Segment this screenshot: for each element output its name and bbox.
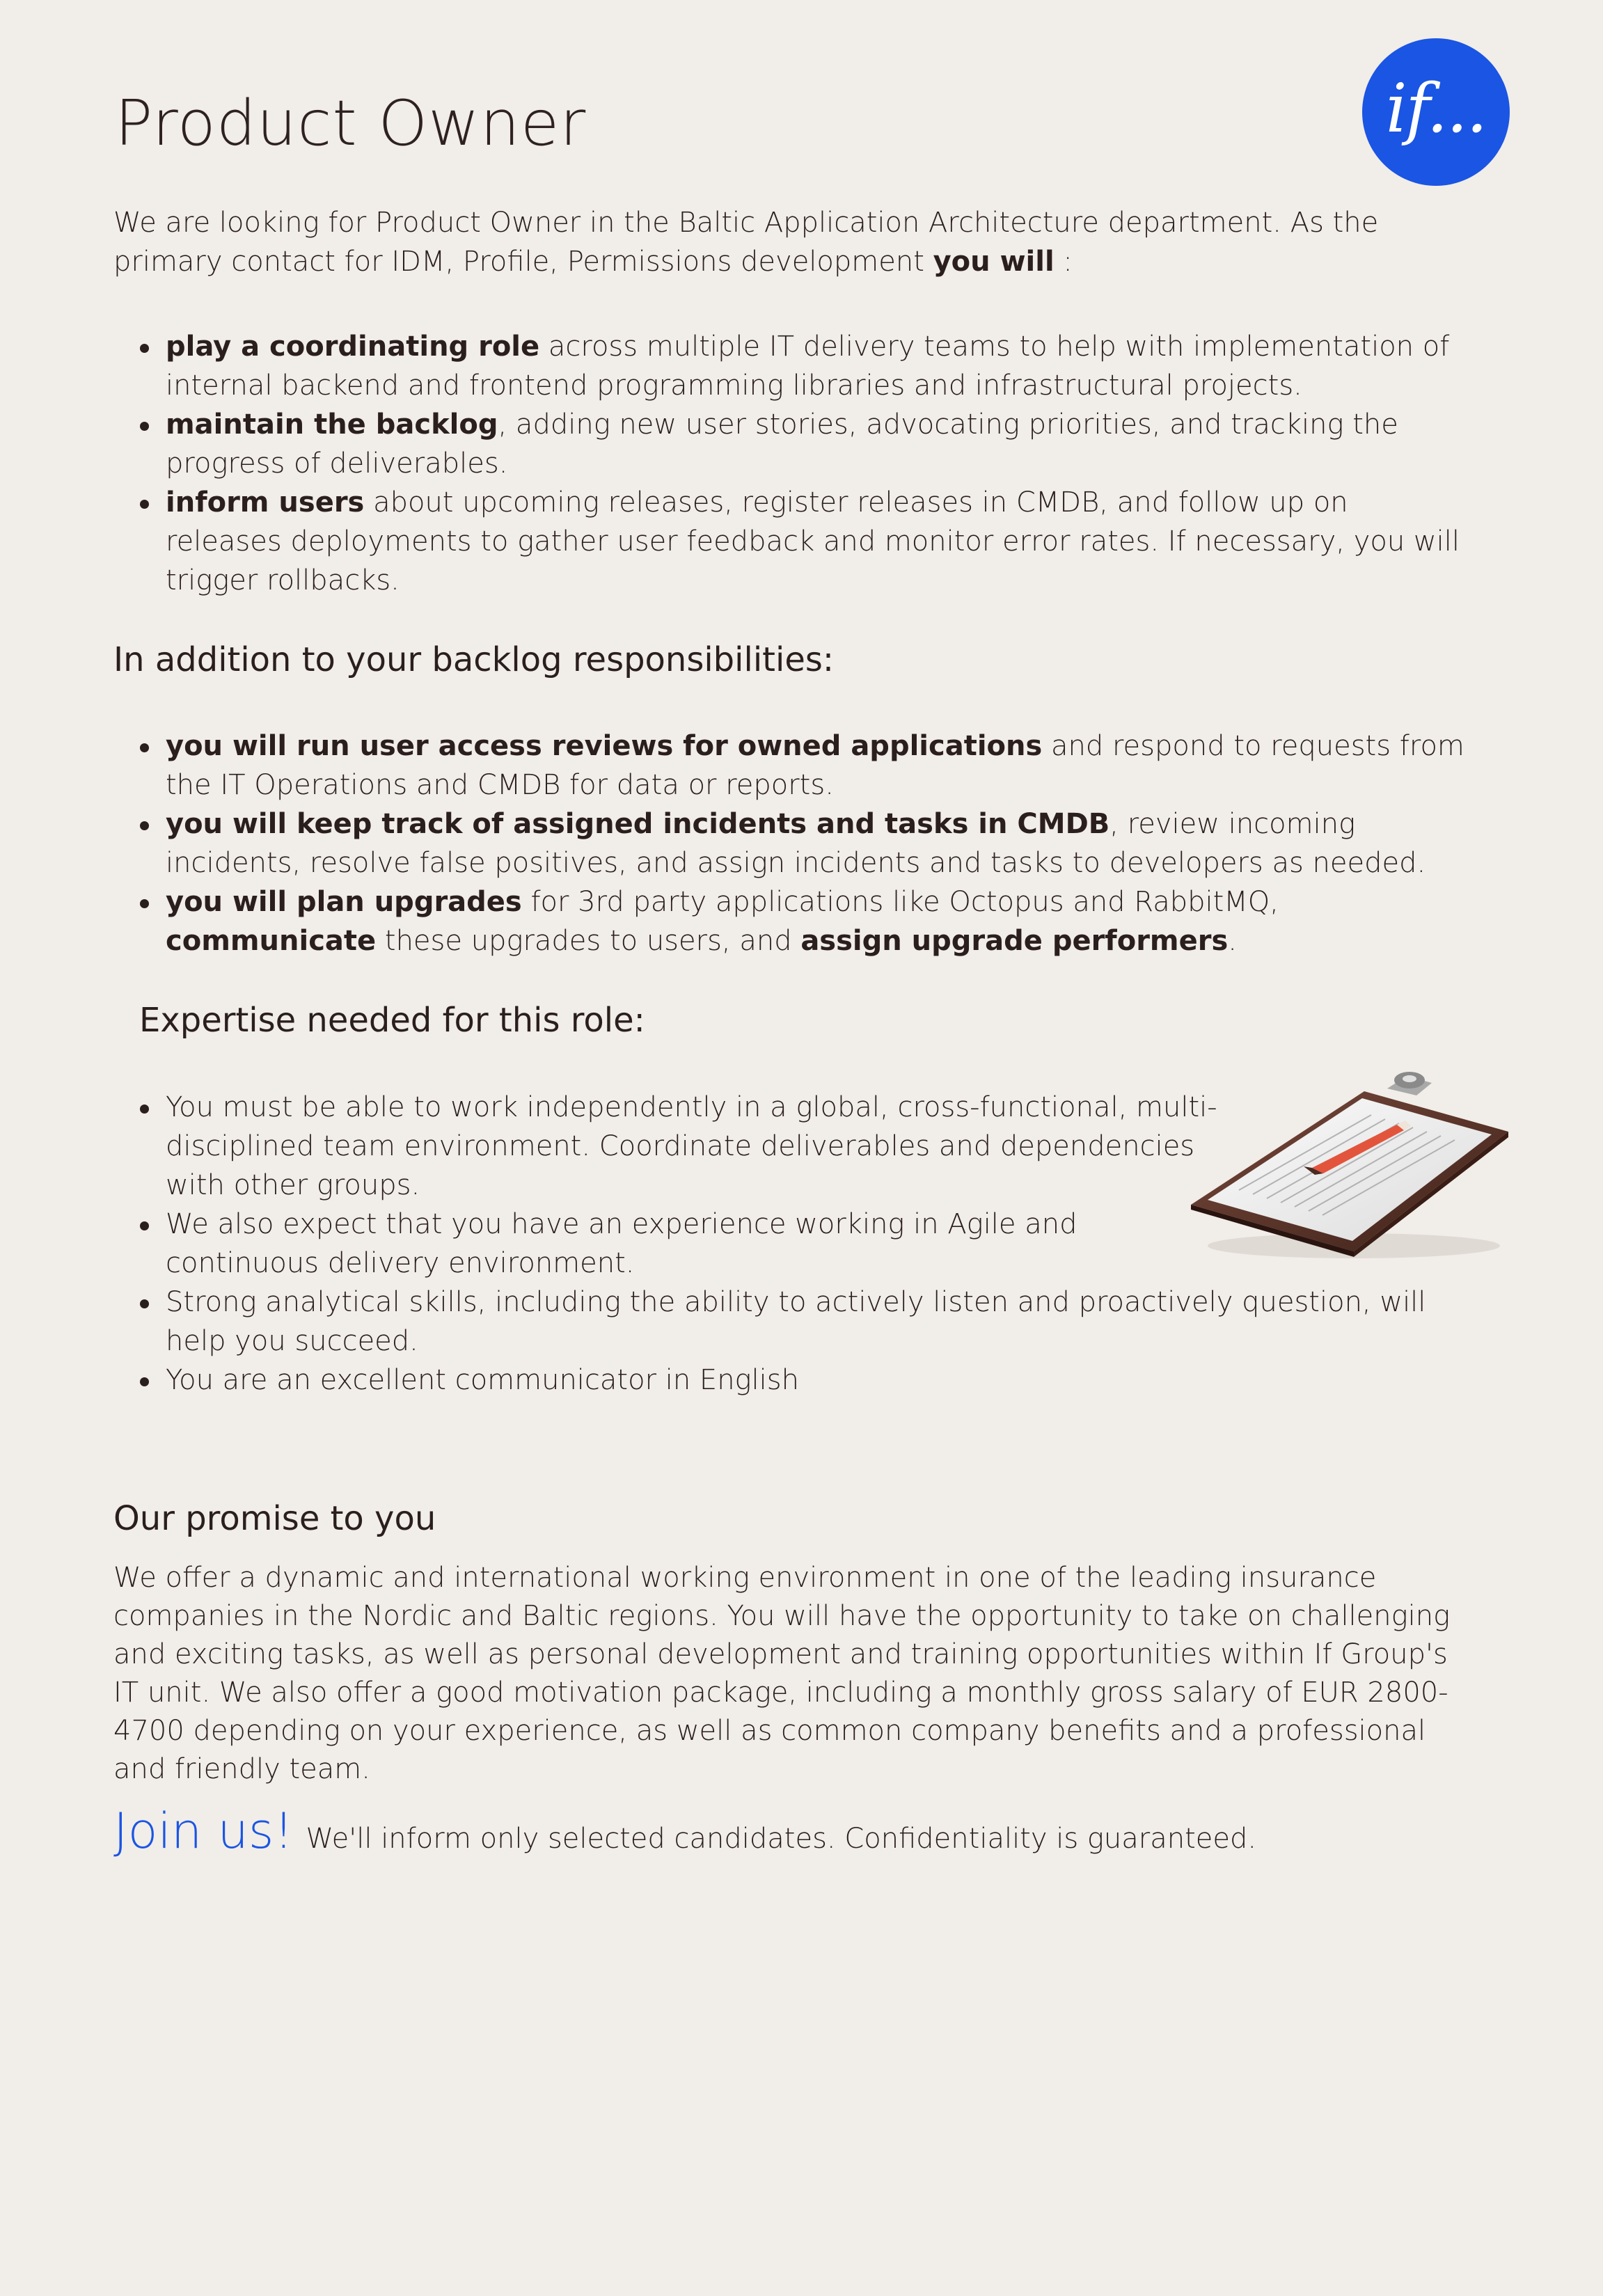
item-bold: communicate: [166, 925, 377, 957]
promise-heading: Our promise to you: [113, 1499, 436, 1538]
join-note: We'll inform only selected candidates. Confidentiality is guaranteed.: [306, 1823, 1257, 1855]
logo-text: if...: [1385, 70, 1487, 148]
item-text: about upcoming releases, register releases in CMDB, and follow up on releases deployments to gather user feedback and monitor error rates. If necessary, you will trigger rollbacks.: [166, 486, 1460, 596]
item-text: , adding new user stories, advocating priorities, and tracking the progress of deliverables.: [166, 409, 1398, 480]
item-text: for 3rd party applications like Octopus and RabbitMQ,: [521, 886, 1279, 918]
item-text: and respond to requests from the IT Operations and CMDB for data or reports.: [166, 730, 1464, 801]
intro-paragraph: [113, 203, 1471, 281]
list-item: You are an excellent communicator in English: [113, 1361, 1471, 1400]
list-item: [113, 727, 1471, 805]
item-bold: play a coordinating role: [166, 331, 540, 363]
list-item: [113, 405, 1471, 483]
item-bold: maintain the backlog: [166, 409, 498, 441]
intro-end: :: [1054, 246, 1073, 278]
item-bold: assign upgrade performers: [800, 925, 1229, 957]
item-bold: you will keep track of assigned incidents and tasks in CMDB: [166, 808, 1110, 840]
company-logo: [1362, 38, 1510, 186]
list-item: [113, 483, 1471, 600]
item-bold: you will plan upgrades: [166, 886, 522, 918]
list-item: You must be able to work independently in a global, cross-functional, multi-disciplined team environment. Coordinate deliverables and dependencies with other groups.: [113, 1088, 1258, 1205]
list-item: [113, 882, 1471, 960]
list-item: Strong analytical skills, including the ability to actively listen and proactively question, will help you succeed.: [113, 1283, 1471, 1361]
responsibilities-list: [113, 327, 1471, 600]
item-text: across multiple IT delivery teams to help with implementation of internal backend and frontend programming libraries and infrastructural projects.: [166, 331, 1450, 402]
item-text: .: [1228, 925, 1237, 957]
list-item: [113, 805, 1471, 882]
list-item: [113, 327, 1471, 405]
intro-bold: you will: [933, 246, 1055, 278]
intro-text: We are looking for Product Owner in the Baltic Application Architecture department. As the primary contact for IDM, Profile, Permissions development: [113, 207, 1379, 278]
item-text: , review incoming incidents, resolve false positives, and assign incidents and tasks to developers as needed.: [166, 808, 1426, 879]
additional-list: [113, 727, 1471, 960]
join-cta: Join us!: [113, 1803, 294, 1860]
addition-heading: In addition to your backlog responsibilities:: [113, 640, 835, 679]
list-item: We also expect that you have an experience working in Agile and continuous delivery environment.: [113, 1205, 1154, 1283]
promise-paragraph: We offer a dynamic and international working environment in one of the leading insurance companies in the Nordic and Baltic regions. You will have the opportunity to take on challenging and exciting tasks, as well as personal development and training opportunities within If Group's IT unit. We also offer a good motivation package, including a monthly gross salary of EUR 2800-4700 depending on your experience, as well as common company benefits and a professional and friendly team.: [113, 1562, 1451, 1785]
join-line: [113, 1803, 1256, 1860]
item-bold: you will run user access reviews for owned applications: [166, 730, 1043, 762]
clipboard-illustration: [1187, 1063, 1514, 1265]
item-text: these upgrades to users, and: [376, 925, 801, 957]
page-title: Product Owner: [115, 87, 587, 160]
item-bold: inform users: [166, 486, 365, 518]
expertise-heading: Expertise needed for this role:: [139, 1001, 645, 1040]
